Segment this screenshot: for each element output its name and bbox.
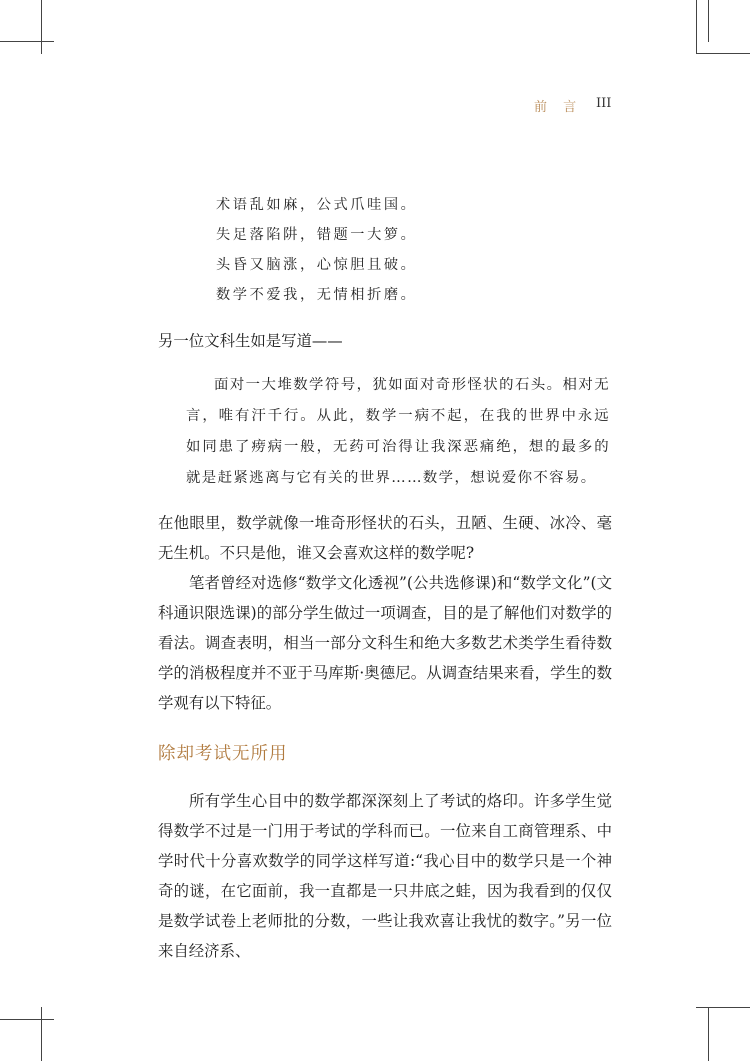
section-heading: 除却考试无所用 xyxy=(158,744,288,764)
poem-line: 头昏又脑涨，心惊胆且破。 xyxy=(216,257,418,273)
body-paragraphs xyxy=(158,508,612,718)
header-section-title: 前 言 xyxy=(534,100,583,115)
block-quote xyxy=(186,370,610,494)
paragraph: 笔者曾经对选修“数学文化透视”(公共选修课)和“数学文化”(文科通识限选课)的部分学生做过一项调查，目的是了解他们对数学的看法。调查表明，相当一部分文科生和绝大多数艺术类学生看待数学的消极程度并不亚于马库斯·奥德尼。从调查结果来看，学生的数学观有以下特征。 xyxy=(158,574,612,712)
crop-mark-tl-h xyxy=(0,41,54,42)
paragraph: 在他眼里，数学就像一堆奇形怪状的石头，丑陋、生硬、冰冷、毫无生机。不只是他，谁又会喜欢这样的数学呢? xyxy=(158,514,612,562)
intro-line-block xyxy=(158,326,612,356)
poem xyxy=(216,190,417,310)
poem-line: 数学不爱我，无情相折磨。 xyxy=(216,287,418,303)
crop-mark-tr-h xyxy=(696,53,750,54)
quote-text: 面对一大堆数学符号，犹如面对奇形怪状的石头。相对无言，唯有汗千行。从此，数学一病不起，在我的世界中永远如同患了痨病一般，无药可治得让我深恶痛绝，想的最多的就是赶紧逃离与它有关的世界……数学，想说爱你不容易。 xyxy=(186,377,610,486)
crop-mark-bl-h xyxy=(0,1019,54,1020)
poem-line: 失足落陷阱，错题一大箩。 xyxy=(216,227,418,243)
crop-mark-tr-v2 xyxy=(708,0,709,42)
section-body xyxy=(158,786,612,966)
crop-mark-bl-v xyxy=(41,1007,42,1061)
page-number: III xyxy=(596,96,612,111)
poem-line: 术语乱如麻，公式爪哇国。 xyxy=(216,197,418,213)
paragraph: 所有学生心目中的数学都深深刻上了考试的烙印。许多学生觉得数学不过是一门用于考试的学科而已。一位来自工商管理系、中学时代十分喜欢数学的同学这样写道:“我心目中的数学只是一个神奇的谜，在它面前，我一直都是一只井底之蛙，因为我看到的仅仅是数学试卷上老师批的分数，一些让我欢喜让我忧的数字。”另一位来自经济系、 xyxy=(158,792,612,960)
crop-mark-tl-v xyxy=(41,0,42,54)
running-header xyxy=(0,96,750,116)
intro-line: 另一位文科生如是写道—— xyxy=(158,332,343,350)
crop-mark-br-h xyxy=(696,1007,750,1008)
crop-mark-tr-v xyxy=(696,0,697,54)
crop-mark-br-v xyxy=(708,1007,709,1061)
